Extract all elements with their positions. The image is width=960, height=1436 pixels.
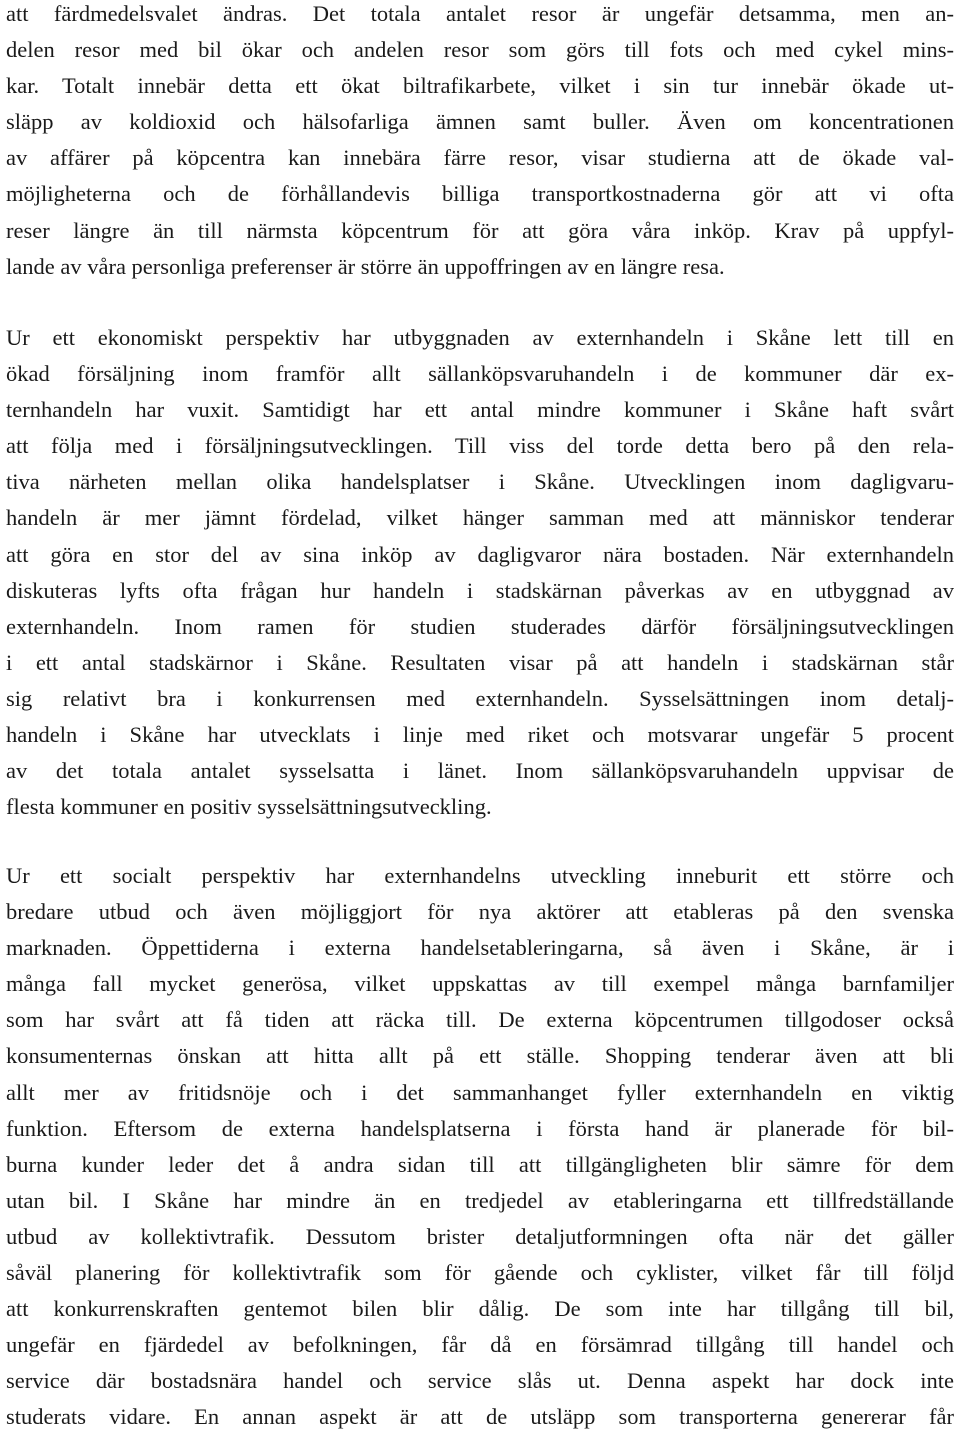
text-line: av affärer på köpcentra kan innebära färre resor, visar studierna att de ökade val- (6, 145, 954, 171)
text-line: reser längre än till närmsta köpcentrum för att göra våra inköp. Krav på uppfyl- (6, 217, 954, 243)
text-line: tiva närheten mellan olika handelsplatser i Skåne. Utvecklingen inom dagligvaru- (6, 469, 954, 495)
text-line: kar. Totalt innebär detta ett ökat biltrafikarbete, vilket i sin tur innebär ökade ut- (6, 73, 954, 99)
text-line: flesta kommuner en positiv sysselsättningsutveckling. (6, 794, 492, 820)
paragraph-travel-effects (6, 0, 954, 285)
text-line: möjligheterna och de förhållandevis billiga transportkostnaderna gör att vi ofta (6, 181, 954, 207)
text-line: allt mer av fritidsnöje och i det sammanhanget fyller externhandeln en viktig (6, 1079, 954, 1105)
text-line: ökad försäljning inom framför allt sällanköpsvaruhandeln i de kommuner där ex- (6, 361, 954, 387)
text-line: i ett antal stadskärnor i Skåne. Resultaten visar på att handeln i stadskärnan står (6, 649, 954, 675)
text-line: burna kunder leder det å andra sidan till att tillgängligheten blir sämre för dem (6, 1151, 954, 1177)
text-line: att följa med i försäljningsutvecklingen. Till viss del torde detta bero på den rela- (6, 433, 954, 459)
text-line: lande av våra personliga preferenser är större än uppoffringen av en längre resa. (6, 253, 725, 279)
text-line: ungefär en fjärdedel av befolkningen, får då en försämrad tillgång till handel och (6, 1332, 954, 1358)
text-line: att göra en stor del av sina inköp av dagligvaror nära bostaden. När externhandeln (6, 541, 954, 567)
text-line: sig relativt bra i konkurrensen med externhandeln. Sysselsättningen inom detalj- (6, 685, 954, 711)
text-line: delen resor med bil ökar och andelen resor som görs till fots och med cykel mins- (6, 37, 954, 63)
text-line: service där bostadsnära handel och service slås ut. Denna aspekt har dock inte (6, 1368, 954, 1394)
text-line: många fall mycket generösa, vilket uppskattas av till exempel många barnfamiljer (6, 971, 954, 997)
text-line: ternhandeln har vuxit. Samtidigt har ett antal mindre kommuner i Skåne haft svårt (6, 397, 954, 423)
paragraph-economic-perspective (6, 320, 954, 825)
text-line: bredare utbud och även möjliggjort för nya aktörer att etableras på den svenska (6, 899, 954, 925)
text-line: av det totala antalet sysselsatta i länet. Inom sällanköpsvaruhandeln uppvisar de (6, 758, 954, 784)
text-line: studerats vidare. En annan aspekt är att de utsläpp som transporterna genererar får (6, 1404, 954, 1430)
text-line: marknaden. Öppettiderna i externa handelsetableringarna, så även i Skåne, är i (6, 935, 954, 961)
text-line: utbud av kollektivtrafik. Dessutom brister detaljutformningen ofta när det gäller (6, 1223, 954, 1249)
text-line: såväl planering för kollektivtrafik som för gående och cyklister, vilket får till följd (6, 1260, 954, 1286)
text-line: funktion. Eftersom de externa handelsplatserna i första hand är planerade för bil- (6, 1115, 954, 1141)
text-line: handeln är mer jämnt fördelad, vilket hänger samman med att människor tenderar (6, 505, 954, 531)
text-line: utan bil. I Skåne har mindre än en tredjedel av etableringarna ett tillfredställande (6, 1187, 954, 1213)
document-page (6, 0, 954, 1435)
text-line: att färdmedelsvalet ändras. Det totala antalet resor är ungefär detsamma, men an- (6, 1, 954, 26)
text-line: Ur ett ekonomiskt perspektiv har utbyggnaden av externhandeln i Skåne lett till en (6, 325, 954, 350)
text-line: diskuteras lyfts ofta frågan hur handeln i stadskärnan påverkas av en utbyggnad av (6, 577, 954, 603)
text-line: handeln i Skåne har utvecklats i linje med riket och motsvarar ungefär 5 procent (6, 722, 954, 748)
paragraph-social-perspective (6, 858, 954, 1436)
text-line: att konkurrenskraften gentemot bilen blir dålig. De som inte har tillgång till bil, (6, 1296, 954, 1322)
text-line: externhandeln. Inom ramen för studien studerades därför försäljningsutvecklingen (6, 613, 954, 639)
text-line: släpp av koldioxid och hälsofarliga ämnen samt buller. Även om koncentrationen (6, 109, 954, 135)
text-line: Ur ett socialt perspektiv har externhandelns utveckling inneburit ett större och (6, 863, 954, 888)
text-line: konsumenternas önskan att hitta allt på ett ställe. Shopping tenderar även att bli (6, 1043, 954, 1069)
text-line: som har svårt att få tiden att räcka till. De externa köpcentrumen tillgodoser också (6, 1007, 954, 1033)
